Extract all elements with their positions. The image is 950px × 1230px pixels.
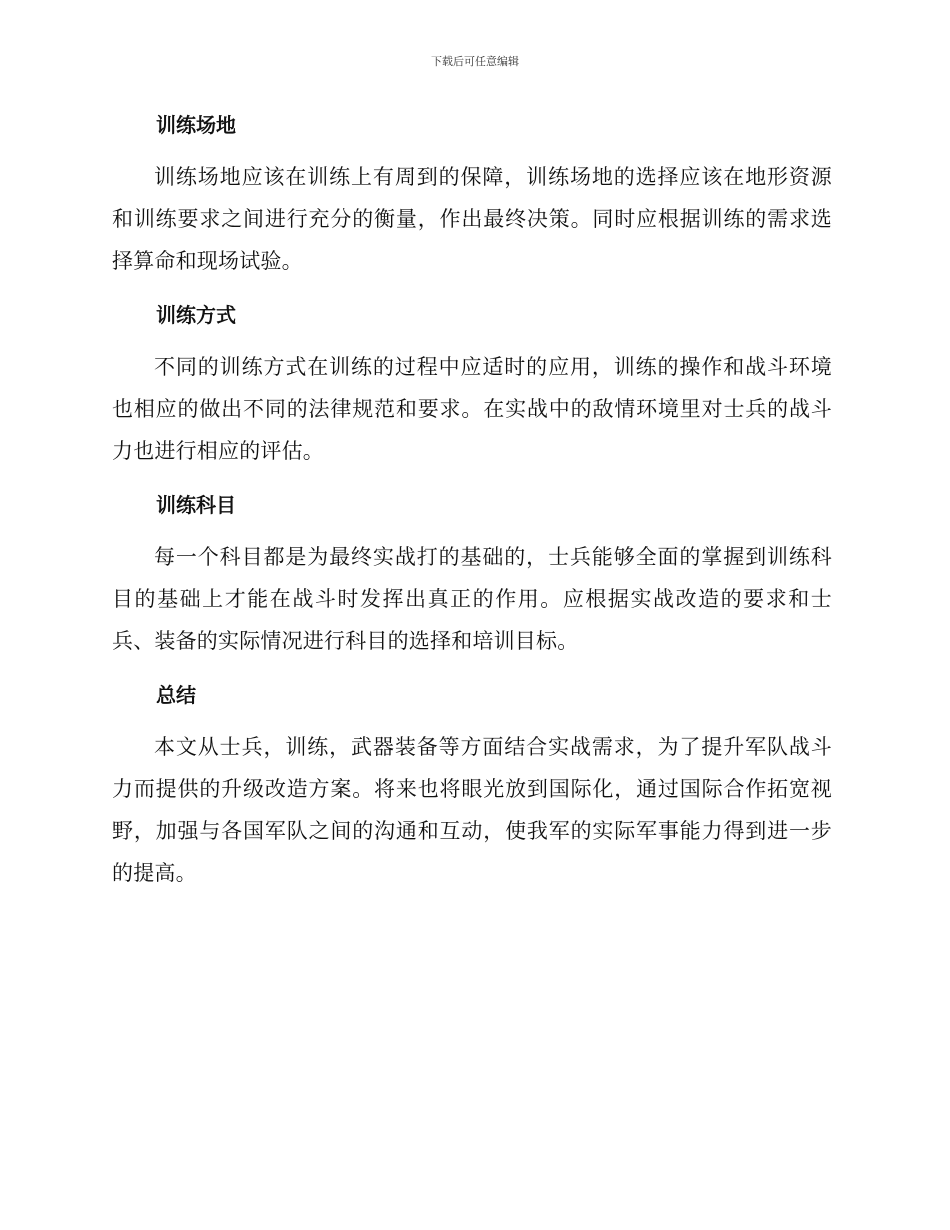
section-heading-training-method: 训练方式 (156, 303, 236, 327)
section-body-training-method: 不同的训练方式在训练的过程中应适时的应用，训练的操作和战斗环境也相应的做出不同的法律规范和要求。在实战中的敌情环境里对士兵的战斗力也进行相应的评估。 (112, 355, 832, 463)
section-body-training-subjects: 每一个科目都是为最终实战打的基础的，士兵能够全面的掌握到训练科目的基础上才能在战斗时发挥出真正的作用。应根据实战改造的要求和士兵、装备的实际情况进行科目的选择和培训目标。 (112, 545, 832, 653)
section-body-summary: 本文从士兵，训练，武器装备等方面结合实战需求，为了提升军队战斗力而提供的升级改造方案。将来也将眼光放到国际化，通过国际合作拓宽视野，加强与各国军队之间的沟通和互动，使我军的实际军事能力得到进一步的提高。 (112, 735, 832, 885)
section-heading-training-subjects: 训练科目 (156, 493, 236, 517)
document-content (112, 110, 832, 912)
section-body-training-site: 训练场地应该在训练上有周到的保障，训练场地的选择应该在地形资源和训练要求之间进行充分的衡量，作出最终决策。同时应根据训练的需求选择算命和现场试验。 (112, 165, 832, 273)
page-header: 下载后可任意编辑 (431, 55, 519, 68)
section-heading-summary: 总结 (156, 683, 196, 707)
section-heading-training-site: 训练场地 (156, 113, 236, 137)
